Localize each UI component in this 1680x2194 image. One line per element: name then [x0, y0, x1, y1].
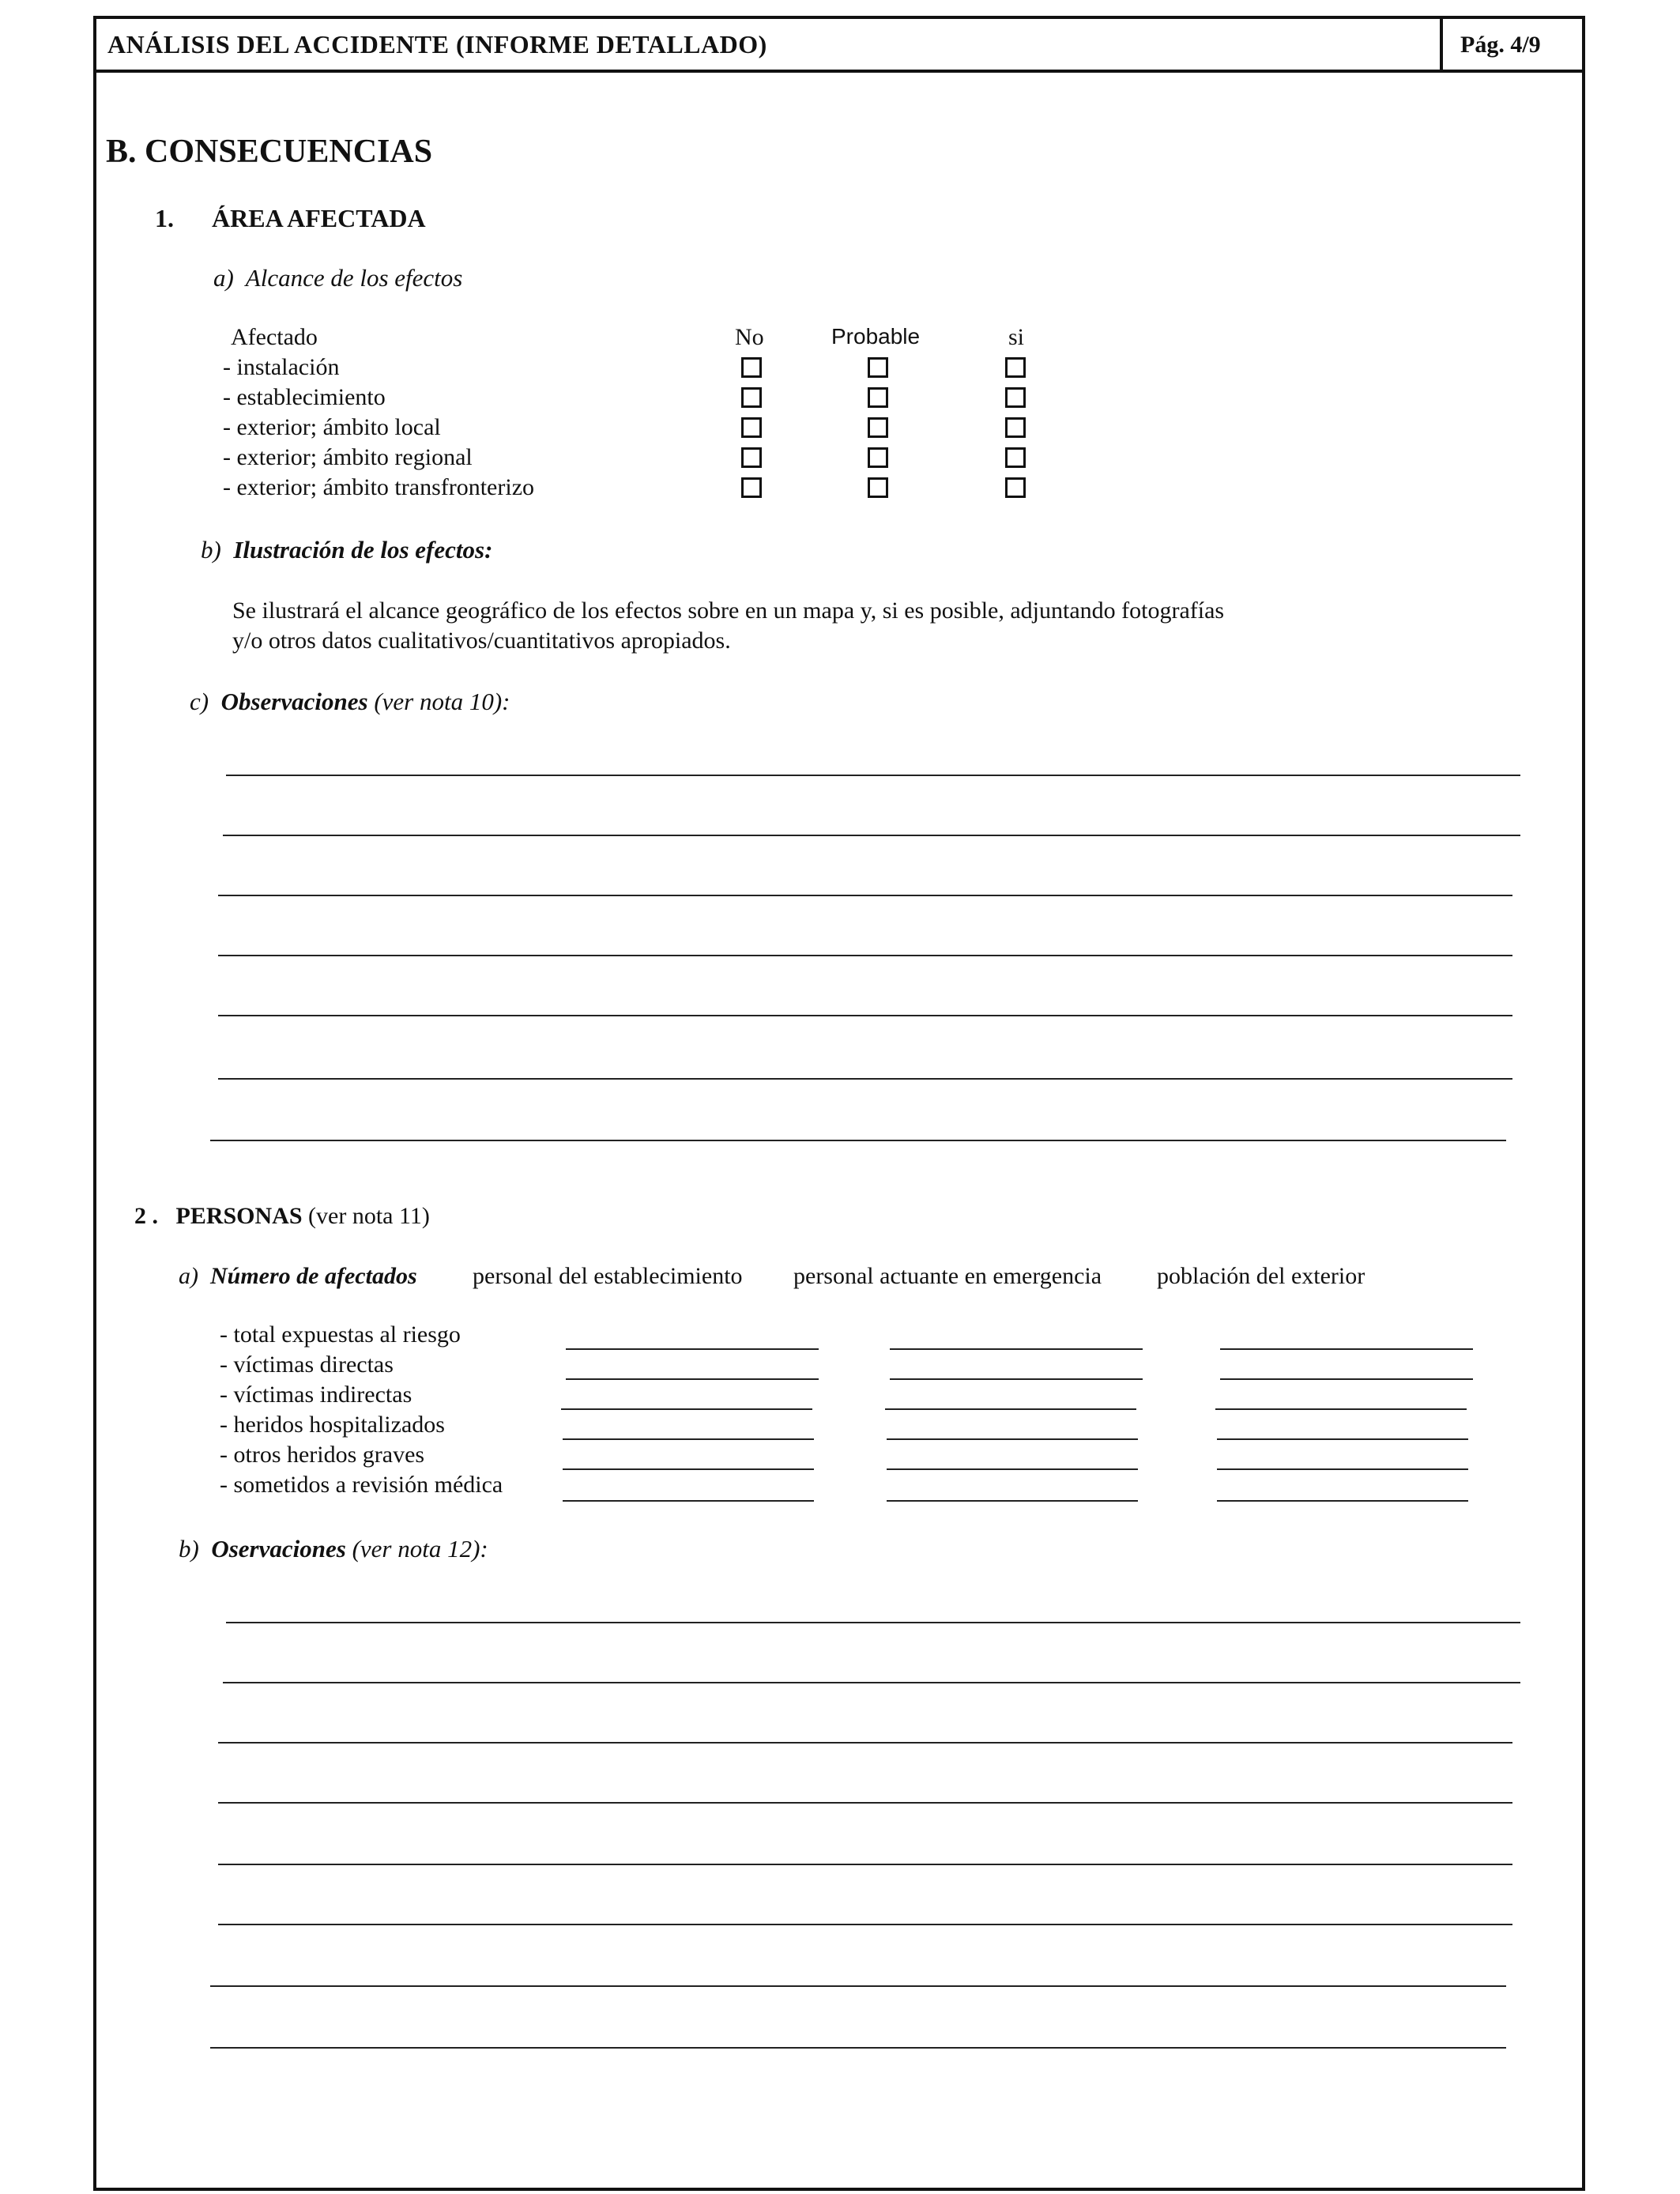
people-heading: [134, 1203, 430, 1230]
checkbox-si-regional[interactable]: [1005, 447, 1026, 468]
col-establishment-staff: personal del establecimiento: [473, 1263, 743, 1289]
count-field-establishment[interactable]: [563, 1468, 814, 1470]
people-observations-title: Oservaciones: [211, 1535, 346, 1563]
count-field-emergency[interactable]: [887, 1438, 1138, 1440]
page-number: Pág. 4/9: [1460, 32, 1541, 58]
page-number-box: [1440, 19, 1582, 70]
scope-row-label: - exterior; ámbito transfronterizo: [223, 474, 535, 500]
checkbox-probable-local[interactable]: [868, 417, 888, 438]
people-observations-line[interactable]: [210, 1985, 1506, 1987]
people-row-label: - víctimas directas: [220, 1351, 394, 1378]
checkbox-si-instalacion[interactable]: [1005, 357, 1026, 378]
count-field-establishment[interactable]: [566, 1348, 819, 1350]
observations-subheading-title: Observaciones: [220, 688, 368, 715]
form-header: [93, 16, 1585, 73]
count-field-exterior[interactable]: [1215, 1408, 1467, 1410]
scope-subheading: [213, 264, 462, 292]
checkbox-si-transfronterizo[interactable]: [1005, 477, 1026, 498]
people-observations-line[interactable]: [218, 1924, 1512, 1925]
col-si-header: si: [1008, 324, 1025, 350]
checkbox-no-establecimiento[interactable]: [741, 387, 762, 408]
count-field-emergency[interactable]: [890, 1348, 1143, 1350]
col-affected-header: Afectado: [231, 324, 318, 350]
col-probable-header: Probable: [831, 324, 921, 349]
scope-row-label: - exterior; ámbito regional: [223, 444, 473, 470]
affected-count-subheading: [179, 1263, 417, 1290]
count-field-establishment[interactable]: [563, 1500, 814, 1502]
scope-row-label: - establecimiento: [223, 384, 386, 410]
people-observations-line[interactable]: [218, 1742, 1512, 1744]
people-heading-note: (ver nota 11): [302, 1203, 430, 1229]
checkbox-probable-regional[interactable]: [868, 447, 888, 468]
people-row-label: - heridos hospitalizados: [220, 1412, 445, 1438]
observations-line[interactable]: [210, 1140, 1506, 1141]
observations-line[interactable]: [223, 835, 1520, 836]
observations-line[interactable]: [218, 1078, 1512, 1080]
observations-subheading-note: (ver nota 10):: [367, 688, 510, 715]
area-heading: 1. ÁREA AFECTADA: [155, 204, 426, 232]
observations-line[interactable]: [218, 1015, 1512, 1016]
count-field-emergency[interactable]: [890, 1378, 1143, 1380]
illustration-subheading-label: b): [201, 536, 234, 564]
col-no-header: No: [735, 324, 764, 350]
people-observations-line[interactable]: [210, 2047, 1506, 2049]
checkbox-no-instalacion[interactable]: [741, 357, 762, 378]
people-observations-subheading: [179, 1535, 488, 1563]
section-title: B. CONSECUENCIAS: [106, 134, 433, 170]
observations-line[interactable]: [218, 955, 1512, 956]
people-observations-note: (ver nota 12):: [345, 1535, 488, 1563]
count-field-establishment[interactable]: [563, 1438, 814, 1440]
count-field-exterior[interactable]: [1217, 1468, 1468, 1470]
count-field-emergency[interactable]: [887, 1468, 1138, 1470]
count-field-exterior[interactable]: [1220, 1378, 1473, 1380]
checkbox-si-local[interactable]: [1005, 417, 1026, 438]
scope-subheading-label: a): [213, 264, 246, 292]
checkbox-probable-establecimiento[interactable]: [868, 387, 888, 408]
observations-subheading: [190, 688, 510, 716]
people-observations-line[interactable]: [223, 1682, 1520, 1683]
affected-count-title: Número de afectados: [210, 1263, 417, 1289]
count-field-establishment[interactable]: [561, 1408, 812, 1410]
illustration-subheading-title: Ilustración de los efectos:: [233, 536, 493, 564]
count-field-emergency[interactable]: [887, 1500, 1138, 1502]
people-heading-title: 2 . PERSONAS: [134, 1203, 303, 1229]
count-field-exterior[interactable]: [1220, 1348, 1473, 1350]
people-row-label: - total expuestas al riesgo: [220, 1321, 461, 1348]
people-observations-line[interactable]: [218, 1864, 1512, 1865]
illustration-text-line: y/o otros datos cualitativos/cuantitativos apropiados.: [232, 628, 731, 654]
checkbox-no-regional[interactable]: [741, 447, 762, 468]
people-observations-label: b): [179, 1535, 212, 1563]
observations-line[interactable]: [226, 775, 1520, 776]
count-field-exterior[interactable]: [1217, 1438, 1468, 1440]
people-row-label: - otros heridos graves: [220, 1442, 425, 1468]
col-emergency-staff: personal actuante en emergencia: [793, 1263, 1102, 1289]
observations-subheading-label: c): [190, 688, 221, 715]
checkbox-no-transfronterizo[interactable]: [741, 477, 762, 498]
scope-row-label: - instalación: [223, 354, 340, 380]
observations-line[interactable]: [218, 895, 1512, 896]
illustration-text-line: Se ilustrará el alcance geográfico de los efectos sobre en un mapa y, si es posible, adjuntando fotografías: [232, 598, 1225, 624]
people-row-label: - sometidos a revisión médica: [220, 1472, 503, 1498]
count-field-exterior[interactable]: [1217, 1500, 1468, 1502]
checkbox-no-local[interactable]: [741, 417, 762, 438]
count-field-establishment[interactable]: [566, 1378, 819, 1380]
form-title: ANÁLISIS DEL ACCIDENTE (INFORME DETALLADO): [107, 30, 767, 58]
col-external-population: población del exterior: [1157, 1263, 1365, 1289]
affected-count-label: a): [179, 1263, 210, 1289]
people-observations-line[interactable]: [226, 1622, 1520, 1623]
scope-row-label: - exterior; ámbito local: [223, 414, 441, 440]
count-field-emergency[interactable]: [885, 1408, 1136, 1410]
people-row-label: - víctimas indirectas: [220, 1382, 412, 1408]
illustration-subheading: [201, 536, 492, 564]
scope-subheading-title: Alcance de los efectos: [245, 264, 463, 292]
people-observations-line[interactable]: [218, 1802, 1512, 1804]
checkbox-si-establecimiento[interactable]: [1005, 387, 1026, 408]
checkbox-probable-transfronterizo[interactable]: [868, 477, 888, 498]
checkbox-probable-instalacion[interactable]: [868, 357, 888, 378]
